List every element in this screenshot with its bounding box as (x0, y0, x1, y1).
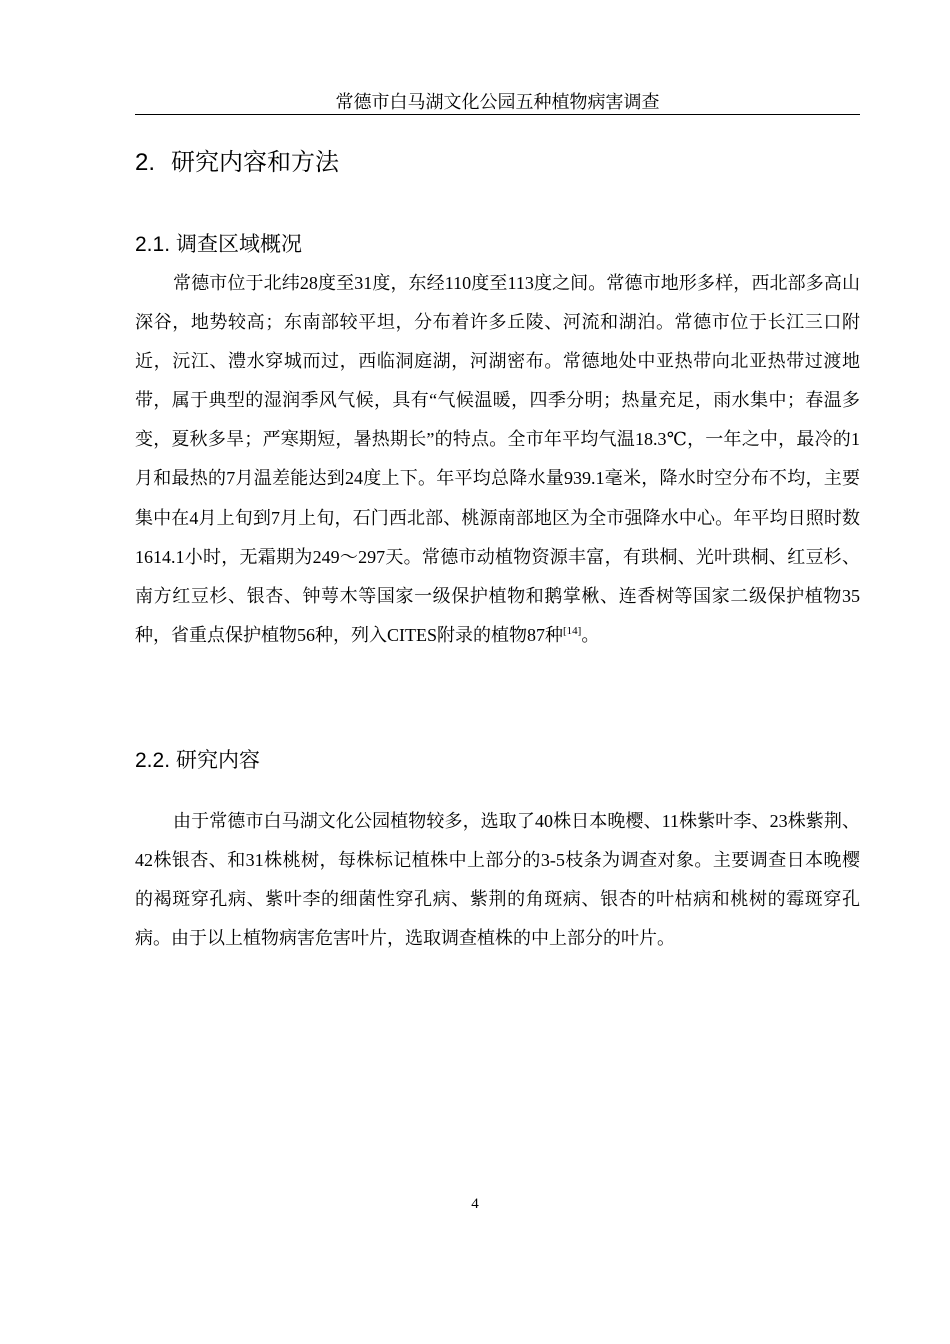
section-title: 研究内容和方法 (171, 149, 340, 176)
paragraph-research-content: 由于常德市白马湖文化公园植物较多，选取了40株日本晚樱、11株紫叶李、23株紫荆、42株银杏、和31株桃树，每株标记植株中上部分的3-5枝条为调查对象。主要调查日本晚樱的褐斑穿孔病、紫叶李的细菌性穿孔病、紫荆的角斑病、银杏的叶枯病和桃树的霉斑穿孔病。由于以上植物病害危害叶片，选取调查植株的中上部分的叶片。 (135, 811, 860, 949)
subsection-heading-2-2 (135, 746, 260, 776)
paragraph-survey-area (135, 264, 860, 655)
citation: [14] (563, 624, 582, 637)
paragraph-text: 常德市位于北纬28度至31度，东经110度至113度之间。常德市地形多样，西北部多高山深谷，地势较高；东南部较平坦，分布着许多丘陵、河流和湖泊。常德市位于长江三口附近，沅江、澧水穿城而过，西临洞庭湖，河湖密布。常德地处中亚热带向北亚热带过渡地带，属于典型的湿润季风气候，具有“气候温暖，四季分明；热量充足，雨水集中；春温多变，夏秋多旱；严寒期短，暑热期长”的特点。全市年平均气温18.3℃，一年之中，最冷的1月和最热的7月温差能达到24度上下。年平均总降水量939.1毫米，降水时空分布不均，主要集中在4月上旬到7月上旬，石门西北部、桃源南部地区为全市强降水中心。年平均日照时数1614.1小时，无霜期为249～297天。常德市动植物资源丰富，有珙桐、光叶珙桐、红豆杉、南方红豆杉、银杏、钟萼木等国家一级保护植物和鹅掌楸、连香树等国家二级保护植物35种，省重点保护植物56种，列入CITES附录的植物87种 (135, 273, 860, 645)
subsection-title: 调查区域概况 (176, 233, 303, 256)
section-heading (135, 146, 339, 180)
subsection-title: 研究内容 (176, 749, 261, 772)
subsection-number: 2.1. (135, 233, 171, 256)
running-header: 常德市白马湖文化公园五种植物病害调查 (135, 90, 860, 115)
paragraph-end: 。 (581, 624, 600, 645)
page-number: 4 (471, 1196, 479, 1212)
subsection-heading-2-1 (135, 230, 302, 260)
section-number: 2. (135, 149, 156, 176)
subsection-number: 2.2. (135, 749, 171, 772)
